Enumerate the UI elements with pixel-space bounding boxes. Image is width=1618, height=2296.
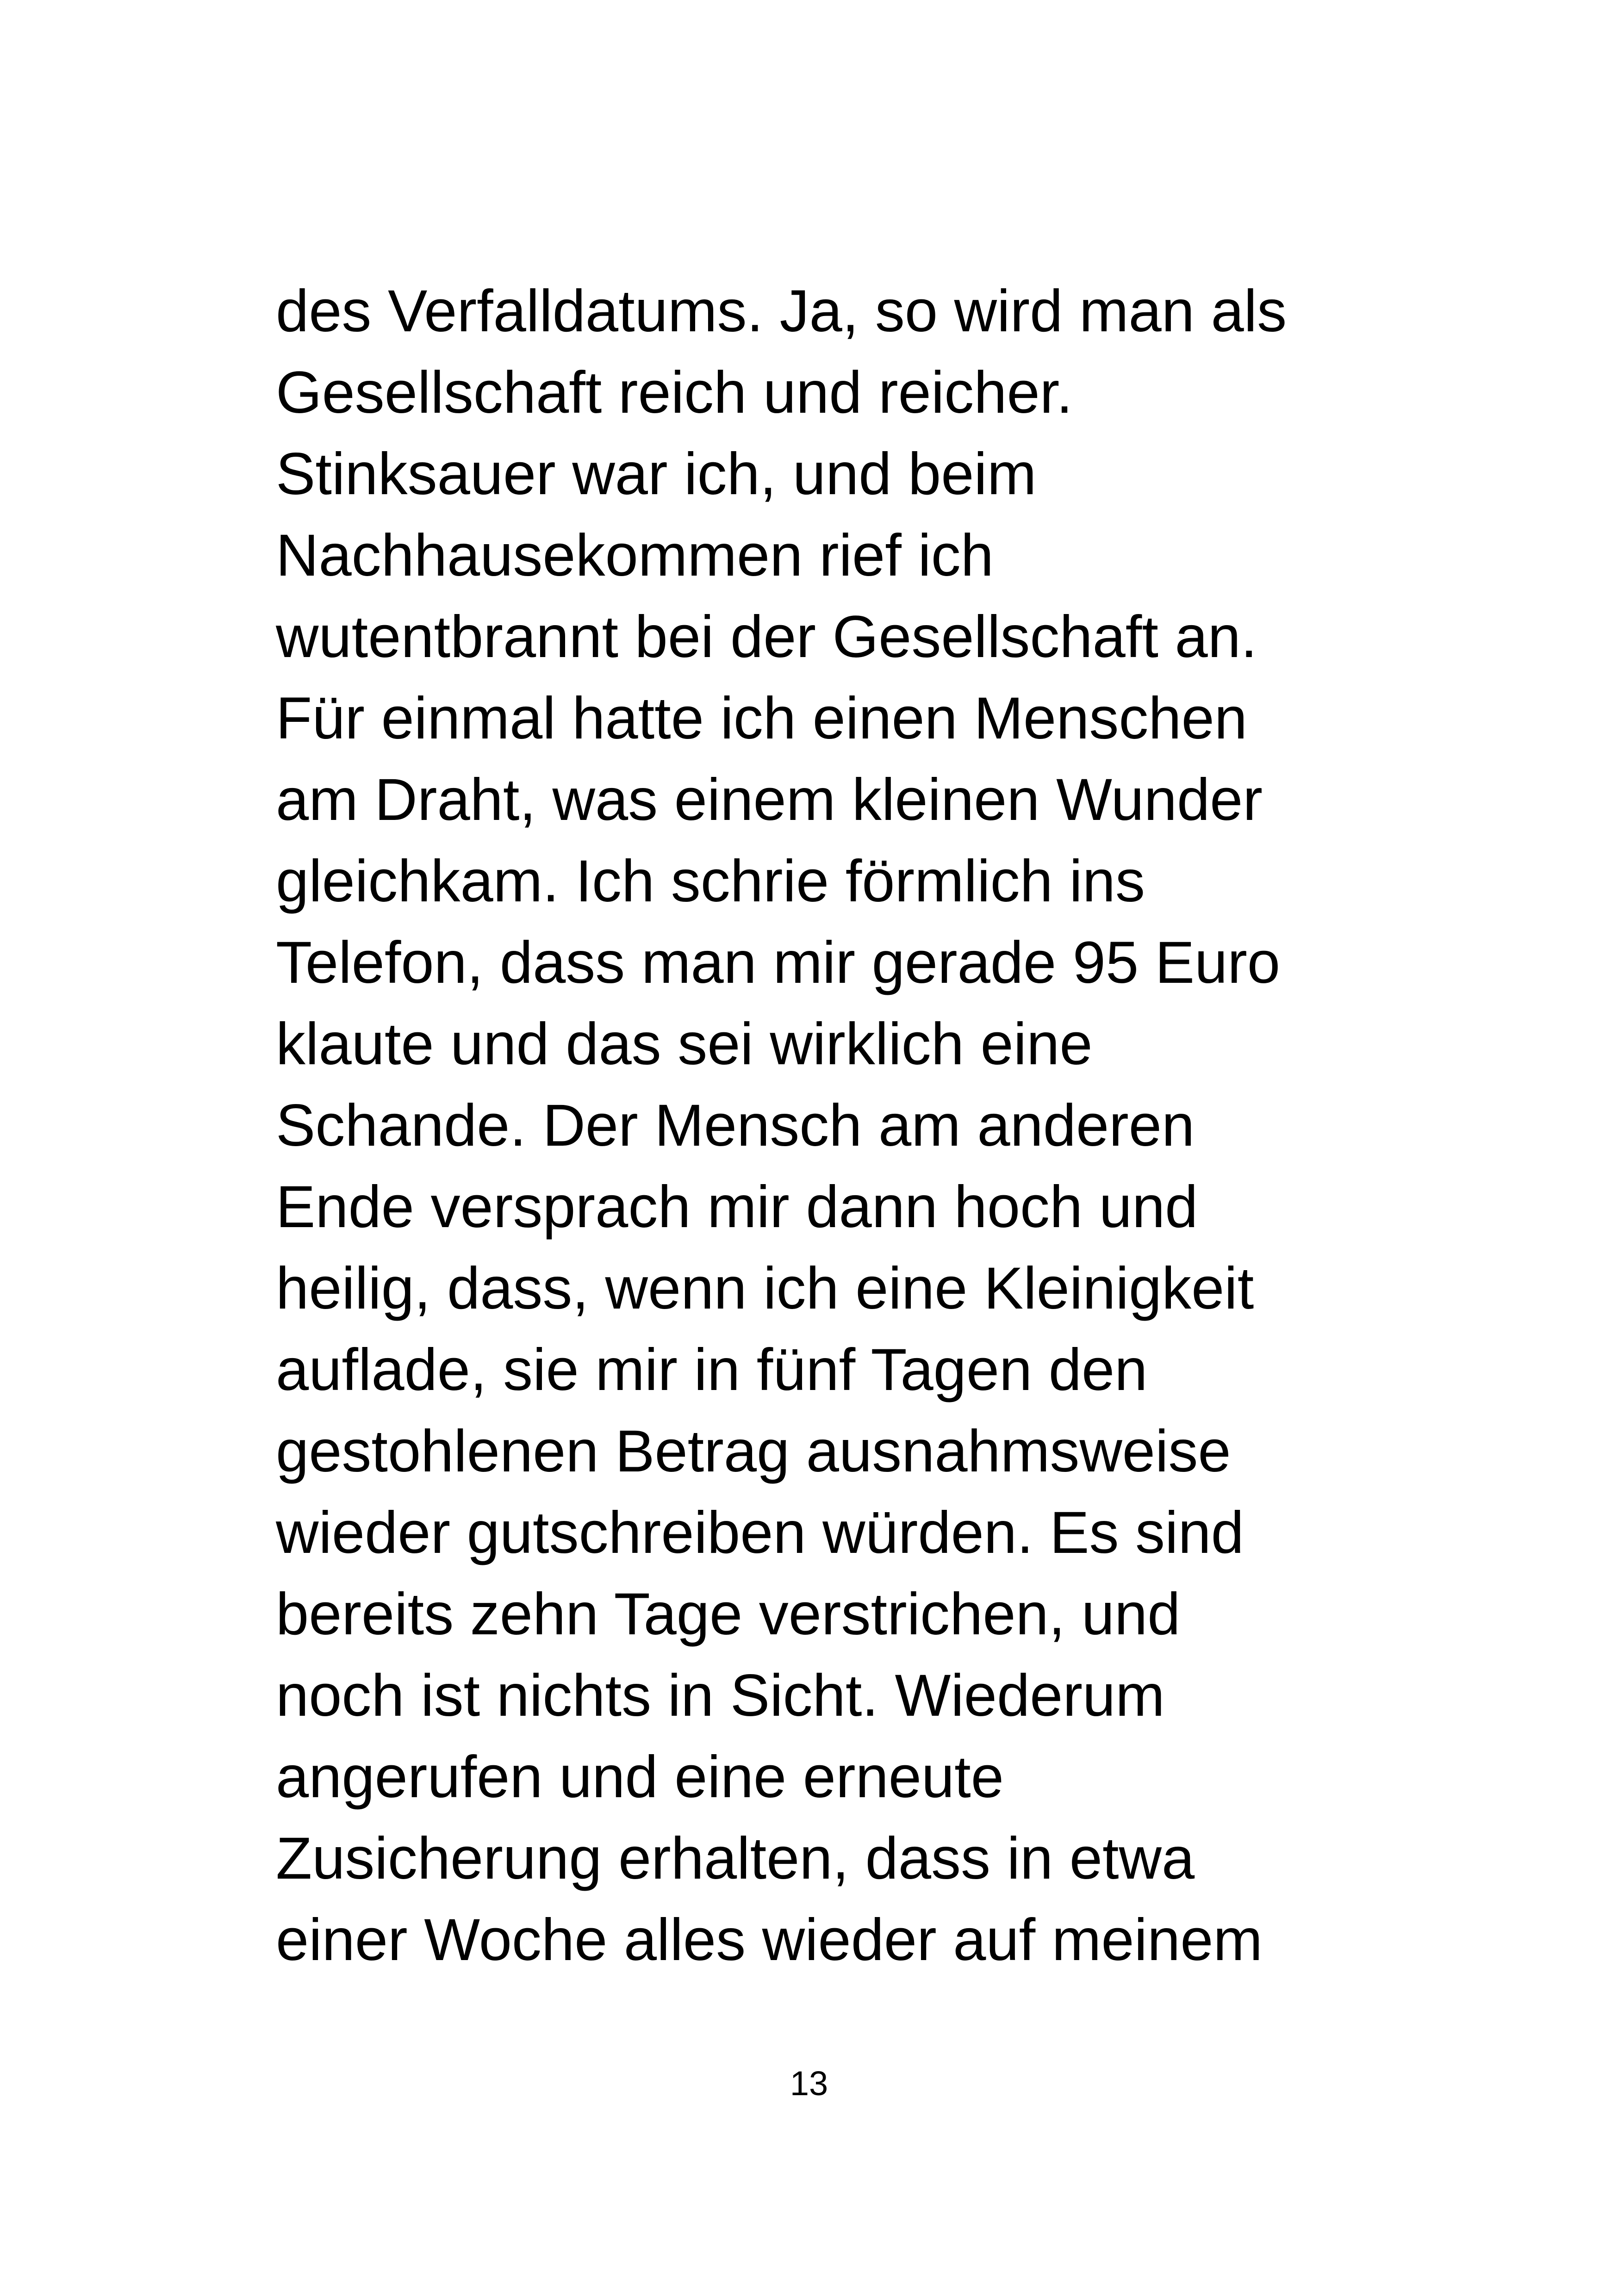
text-line: Gesellschaft reich und reicher.: [276, 360, 1073, 426]
text-line: Für einmal hatte ich einen Menschen: [276, 685, 1247, 751]
text-line: auflade, sie mir in fünf Tagen den: [276, 1337, 1148, 1403]
text-line: heilig, dass, wenn ich eine Kleinigkeit: [276, 1255, 1254, 1322]
text-line: gestohlenen Betrag ausnahmsweise: [276, 1418, 1231, 1484]
text-line: am Draht, was einem kleinen Wunder: [276, 767, 1263, 833]
text-line: Ende versprach mir dann hoch und: [276, 1174, 1198, 1240]
text-line: bereits zehn Tage verstrichen, und: [276, 1581, 1181, 1647]
text-line: des Verfalldatums. Ja, so wird man als: [276, 278, 1287, 344]
text-line: wieder gutschreiben würden. Es sind: [276, 1500, 1244, 1566]
text-line: Telefon, dass man mir gerade 95 Euro: [276, 930, 1281, 996]
text-line: einer Woche alles wieder auf meinem: [276, 1907, 1263, 1973]
text-line: wutentbrannt bei der Gesellschaft an.: [276, 604, 1257, 670]
text-line: Stinksauer war ich, und beim: [276, 441, 1037, 507]
page-number: 13: [790, 2064, 828, 2103]
text-line: noch ist nichts in Sicht. Wiederum: [276, 1663, 1165, 1729]
text-line: Schande. Der Mensch am anderen: [276, 1092, 1195, 1159]
text-line: Nachhausekommen rief ich: [276, 522, 994, 589]
text-line: Zusicherung erhalten, dass in etwa: [276, 1825, 1195, 1892]
text-line: angerufen und eine erneute: [276, 1744, 1004, 1810]
text-line: klaute und das sei wirklich eine: [276, 1011, 1093, 1077]
body-text: [276, 271, 1433, 1981]
text-line: gleichkam. Ich schrie förmlich ins: [276, 848, 1145, 914]
